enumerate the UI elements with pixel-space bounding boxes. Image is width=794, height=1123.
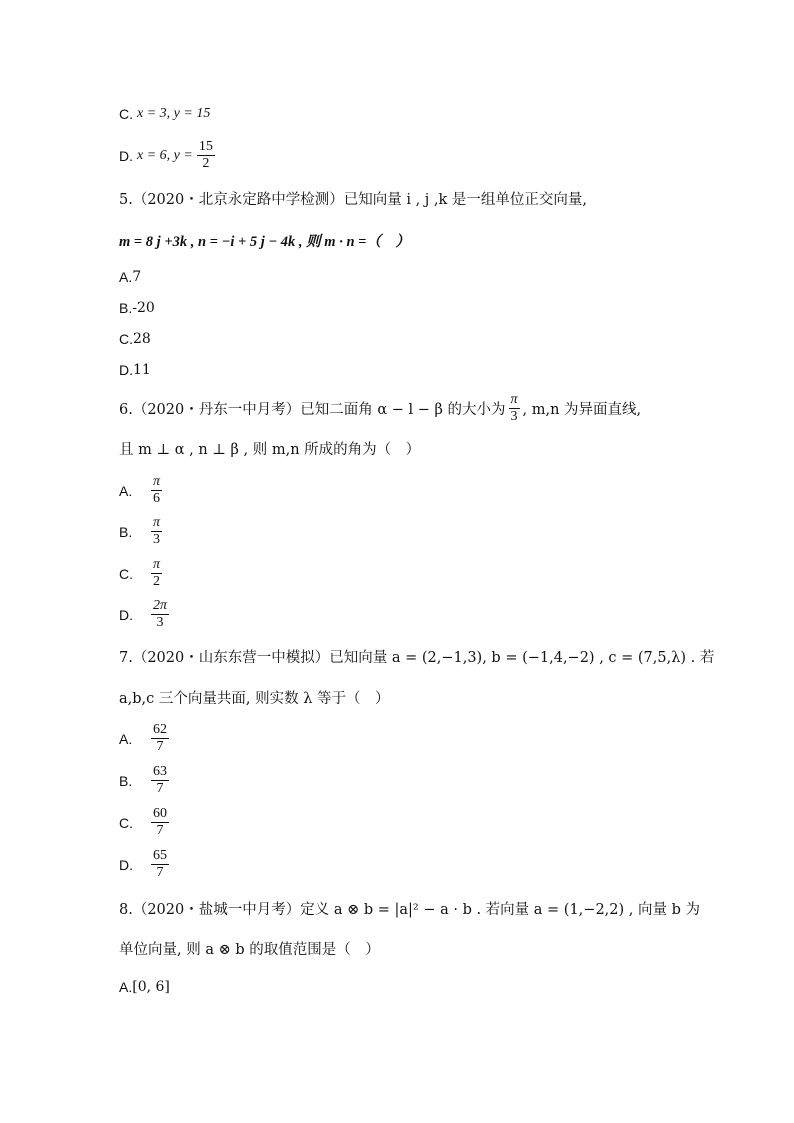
q7-stem-line2: a,b,c 三个向量共面, 则实数 λ 等于（ ） xyxy=(119,691,390,707)
fraction xyxy=(151,848,169,881)
fraction-numerator: 2π xyxy=(153,598,168,613)
q6-option-d xyxy=(119,598,169,631)
option-text: 7 xyxy=(132,269,142,285)
option-text: 11 xyxy=(133,362,151,378)
option-text: -20 xyxy=(132,300,155,316)
q6-stem-line1 xyxy=(119,392,641,425)
fraction xyxy=(197,139,215,172)
option-label: A. xyxy=(119,269,133,285)
q7-option-d xyxy=(119,848,169,881)
q5-option-b xyxy=(119,300,155,316)
fraction-numerator: 15 xyxy=(198,139,213,154)
q5-stem-line1: 5.（2020・北京永定路中学检测）已知向量 i , j ,k 是一组单位正交向量, xyxy=(119,192,588,208)
fraction-denominator: 3 xyxy=(156,615,164,630)
fraction-denominator: 6 xyxy=(153,491,160,506)
option-label: D. xyxy=(119,362,133,378)
option-text: [0, 6] xyxy=(132,979,170,995)
fraction xyxy=(151,598,169,631)
option-text: x = 3, y = 15 xyxy=(137,106,211,121)
q8-stem-line1: 8.（2020・盐城一中月考）定义 a ⊗ b = |a|² − a · b . 若向量 a = (1,−2,2) , 向量 b 为 xyxy=(119,902,700,918)
option-label: C. xyxy=(119,565,133,582)
fraction xyxy=(509,392,520,425)
q5-option-d xyxy=(119,362,151,378)
fraction-denominator: 3 xyxy=(153,532,160,547)
q5-option-a xyxy=(119,269,141,285)
q7-option-b xyxy=(119,764,169,797)
option-label: B. xyxy=(119,772,133,789)
fraction-denominator: 3 xyxy=(510,409,518,424)
option-label: B. xyxy=(119,523,133,540)
q4-option-d xyxy=(119,139,215,172)
fraction-numerator: π xyxy=(153,474,161,489)
fraction-denominator: 2 xyxy=(153,574,160,589)
option-label: A. xyxy=(119,730,133,747)
option-label: D. xyxy=(119,147,133,164)
stem-text: , m,n 为异面直线, xyxy=(522,402,642,418)
q7-stem-line1: 7.（2020・山东东营一中模拟）已知向量 a = (2,−1,3), b = (−1,4,−2) , c = (7,5,λ) . 若 xyxy=(119,650,715,666)
option-label: C. xyxy=(119,331,133,347)
fraction xyxy=(151,515,162,548)
q6-option-c xyxy=(119,557,162,590)
fraction-denominator: 7 xyxy=(156,865,164,880)
q8-stem-line2: 单位向量, 则 a ⊗ b 的取值范围是（ ） xyxy=(119,942,380,958)
option-label: C. xyxy=(119,814,133,831)
option-label: A. xyxy=(119,482,133,499)
fraction xyxy=(151,764,169,797)
fraction-numerator: 65 xyxy=(153,848,167,863)
fraction-denominator: 7 xyxy=(156,739,164,754)
fraction-numerator: π xyxy=(153,515,161,530)
fraction xyxy=(151,806,169,839)
q7-option-a xyxy=(119,722,169,755)
q4-option-c xyxy=(119,106,210,122)
fraction-numerator: 60 xyxy=(153,806,167,821)
stem-text: 6.（2020・丹东一中月考）已知二面角 α − l − β 的大小为 xyxy=(119,402,506,418)
fraction xyxy=(151,722,169,755)
option-text: 28 xyxy=(133,331,151,347)
fraction-numerator: 63 xyxy=(153,764,167,779)
q6-option-b xyxy=(119,515,162,548)
fraction-numerator: 62 xyxy=(153,722,167,737)
option-label: C. xyxy=(119,106,133,122)
q8-option-a xyxy=(119,979,170,995)
fraction-numerator: π xyxy=(510,392,518,407)
fraction-denominator: 7 xyxy=(156,781,164,796)
q7-option-c xyxy=(119,806,169,839)
q6-option-a xyxy=(119,474,162,507)
fraction xyxy=(151,474,162,507)
q5-stem-line2: m = 8 j +3k , n = −i + 5 j − 4k , 则 m · n =（ ） xyxy=(119,234,410,250)
q6-stem-line2: 且 m ⊥ α , n ⊥ β , 则 m,n 所成的角为（ ） xyxy=(119,442,421,458)
option-label: D. xyxy=(119,606,133,623)
fraction xyxy=(151,557,162,590)
option-text: x = 6, y = xyxy=(137,147,193,163)
option-label: B. xyxy=(119,300,133,316)
fraction-denominator: 2 xyxy=(202,156,210,171)
option-label: D. xyxy=(119,856,133,873)
q5-option-c xyxy=(119,331,151,347)
fraction-numerator: π xyxy=(153,557,161,572)
fraction-denominator: 7 xyxy=(156,823,164,838)
option-label: A. xyxy=(119,979,133,995)
